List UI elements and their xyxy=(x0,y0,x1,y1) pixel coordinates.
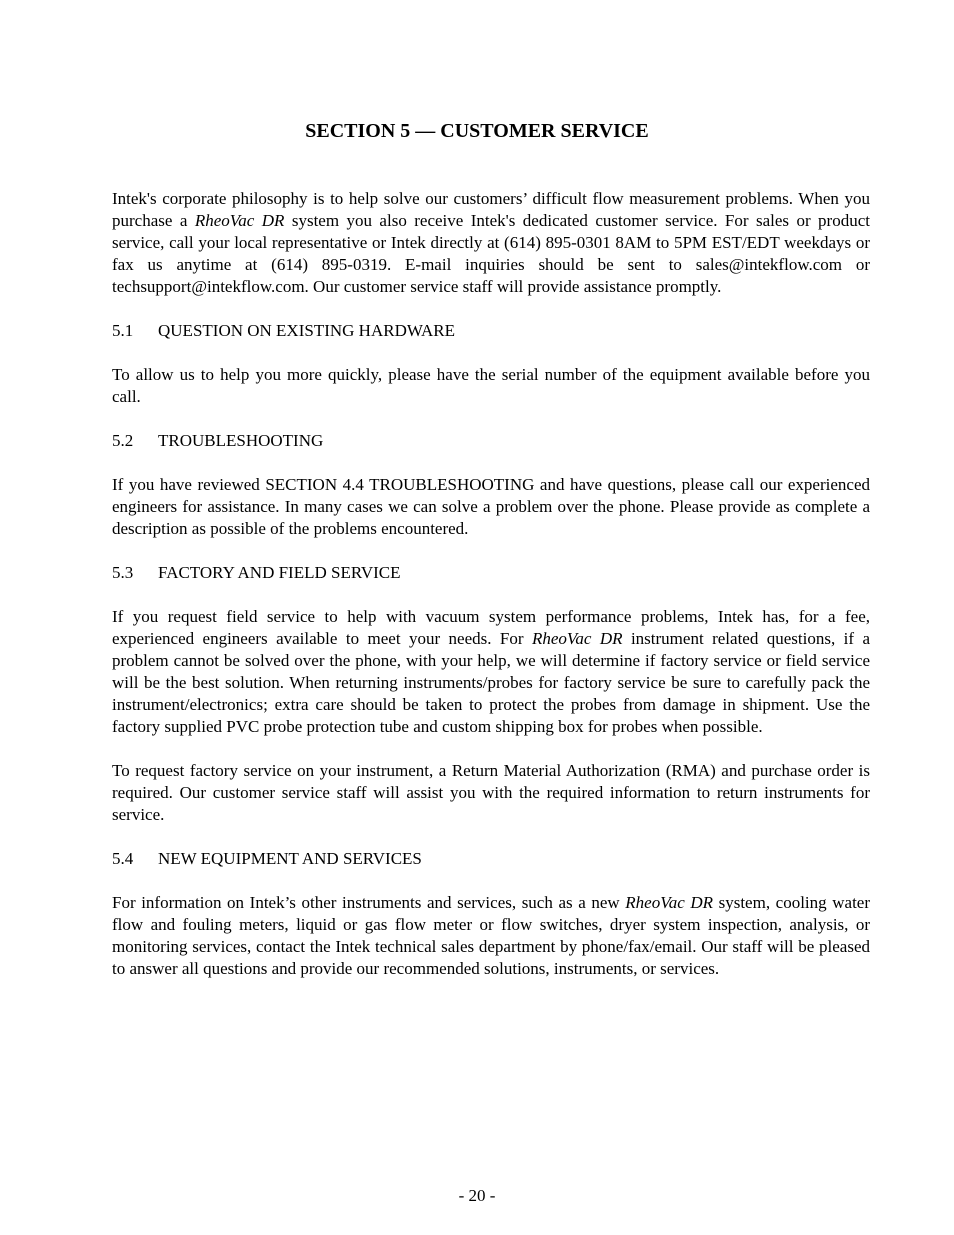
section-title: SECTION 5 — CUSTOMER SERVICE xyxy=(305,120,649,142)
heading-5-1 xyxy=(112,320,870,342)
heading-text: FACTORY AND FIELD SERVICE xyxy=(158,563,401,582)
product-name: RheoVac DR xyxy=(531,629,623,648)
paragraph-5-3-a xyxy=(112,606,870,738)
intro-text-1: Intek's corporate philosophy is to help solve our customers’ difficult flow measurement problems. When you purchase a xyxy=(112,189,870,230)
paragraph-5-4 xyxy=(112,892,870,980)
intro-paragraph xyxy=(112,188,870,298)
paragraph-text: If you request field service to help with vacuum system performance problems, Intek has, for a fee, experienced engineers available to meet your needs. For xyxy=(112,607,870,648)
heading-text: NEW EQUIPMENT AND SERVICES xyxy=(158,849,422,868)
paragraph-text: For information on Intek’s other instruments and services, such as a new xyxy=(112,893,626,912)
heading-5-3 xyxy=(112,562,870,584)
page-number: - 20 - xyxy=(458,1186,496,1205)
paragraph-5-2: If you have reviewed SECTION 4.4 TROUBLESHOOTING and have questions, please call our experienced engineers for assistance. In many cases we can solve a problem over the phone. Please provide as complete a description as possible of the problems encountered. xyxy=(112,475,870,538)
section-content xyxy=(112,188,870,1002)
paragraph-5-3-b: To request factory service on your instrument, a Return Material Authorization (RMA) and purchase order is required. Our customer service staff will assist you with the required information to return instruments for service. xyxy=(112,761,870,824)
heading-text: TROUBLESHOOTING xyxy=(158,431,324,450)
heading-number: 5.3 xyxy=(112,563,134,582)
product-name: RheoVac DR xyxy=(194,211,285,230)
product-name: RheoVac DR xyxy=(625,893,713,912)
heading-text: QUESTION ON EXISTING HARDWARE xyxy=(158,321,456,340)
paragraph-text: system, cooling water flow and fouling meters, liquid or gas flow meter or flow switches, dryer system inspection, analysis, or monitoring services, contact the Intek technical sales department by phone/fax/email. Our staff will be pleased to answer all questions and provide our recommended solutions, instruments, or services. xyxy=(112,893,870,978)
paragraph-5-1: To allow us to help you more quickly, please have the serial number of the equipment available before you call. xyxy=(112,365,870,406)
heading-5-2 xyxy=(112,430,870,452)
intro-text-2: system you also receive Intek's dedicated customer service. For sales or product service, call your local representative or Intek directly at (614) 895-0301 8AM to 5PM EST/EDT weekdays or fax us anytime at (614) 895-0319. E-mail inquiries should be sent to sales@intekflow.com or techsupport@intekflow.com. Our customer service staff will provide assistance promptly. xyxy=(112,211,870,296)
heading-number: 5.1 xyxy=(112,321,134,340)
heading-number: 5.2 xyxy=(112,431,134,450)
heading-5-4 xyxy=(112,848,870,870)
heading-number: 5.4 xyxy=(112,849,134,868)
paragraph-text: instrument related questions, if a problem cannot be solved over the phone, with your help, we will determine if factory service or field service will be the best solution. When returning instruments/probes for factory service be sure to carefully pack the instrument/electronics; extra care should be taken to protect the probes from damage in shipment. Use the factory supplied PVC probe protection tube and custom shipping box for probes when possible. xyxy=(112,629,870,736)
